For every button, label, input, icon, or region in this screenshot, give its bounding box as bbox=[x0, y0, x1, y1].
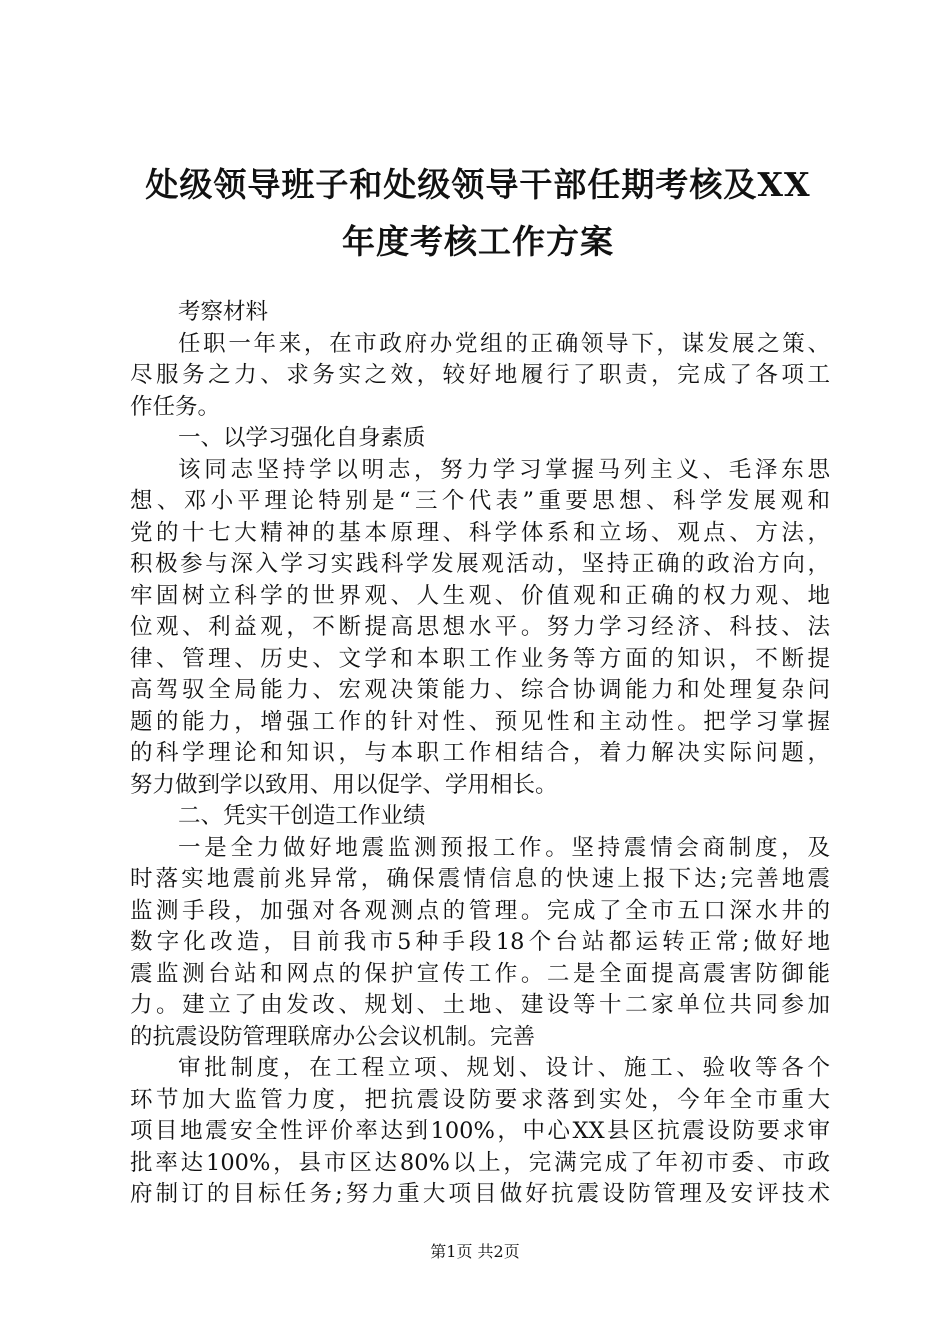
body-line: 震监测台站和网点的保护宣传工作。二是全面提高震害防御能 bbox=[130, 960, 830, 987]
document-body bbox=[130, 297, 830, 1211]
body-line: 该同志坚持学以明志，努力学习掌握马列主义、毛泽东思 bbox=[178, 456, 830, 483]
body-line: 任职一年来，在市政府办党组的正确领导下，谋发展之策、 bbox=[178, 330, 830, 357]
body-line: 的科学理论和知识，与本职工作相结合，着力解决实际问题， bbox=[130, 740, 830, 766]
section-heading: 一、以学习强化自身素质 bbox=[178, 425, 426, 451]
section-heading: 二、凭实干创造工作业绩 bbox=[178, 803, 426, 829]
body-line: 数字化改造，目前我市5种手段18个台站都运转正常;做好地 bbox=[130, 929, 830, 955]
body-line: 批率达100%，县市区达80%以上，完满完成了年初市委、市政 bbox=[130, 1149, 830, 1176]
body-line: 考察材料 bbox=[178, 299, 269, 325]
body-line: 力。建立了由发改、规划、土地、建设等十二家单位共同参加 bbox=[130, 992, 830, 1018]
body-line: 位观、利益观，不断提高思想水平。努力学习经济、科技、法 bbox=[130, 614, 830, 640]
body-line: 牢固树立科学的世界观、人生观、价值观和正确的权力观、地 bbox=[130, 582, 830, 609]
body-line: 积极参与深入学习实践科学发展观活动，坚持正确的政治方向， bbox=[130, 551, 830, 577]
document-title-line-2: 年度考核工作方案 bbox=[342, 222, 614, 261]
body-line: 题的能力，增强工作的针对性、预见性和主动性。把学习掌握 bbox=[130, 708, 830, 735]
body-line: 努力做到学以致用、用以促学、学用相长。 bbox=[130, 771, 558, 798]
body-line: 党的十七大精神的基本原理、科学体系和立场、观点、方法， bbox=[130, 519, 830, 546]
body-line: 府制订的目标任务;努力重大项目做好抗震设防管理及安评技术 bbox=[130, 1181, 830, 1207]
body-line: 尽服务之力、求务实之效，较好地履行了职责，完成了各项工 bbox=[130, 362, 830, 388]
body-line: 项目地震安全性评价率达到100%，中心XX县区抗震设防要求审 bbox=[130, 1118, 830, 1144]
body-line: 高驾驭全局能力、宏观决策能力、综合协调能力和处理复杂问 bbox=[130, 677, 830, 703]
body-line: 作任务。 bbox=[130, 393, 221, 420]
body-line: 的抗震设防管理联席办公会议机制。完善 bbox=[130, 1023, 536, 1050]
page-footer: 第1页 共2页 bbox=[430, 1242, 520, 1261]
body-line: 监测手段，加强对各观测点的管理。完成了全市五口深水井的 bbox=[130, 897, 830, 924]
body-line: 环节加大监管力度，把抗震设防要求落到实处，今年全市重大 bbox=[130, 1086, 830, 1113]
body-line: 律、管理、历史、文学和本职工作业务等方面的知识，不断提 bbox=[130, 645, 830, 672]
body-line: 想、邓小平理论特别是“三个代表”重要思想、科学发展观和 bbox=[130, 488, 830, 514]
body-line: 一是全力做好地震监测预报工作。坚持震情会商制度，及 bbox=[178, 834, 830, 861]
body-line: 时落实地震前兆异常，确保震情信息的快速上报下达;完善地震 bbox=[130, 866, 830, 892]
document-title-line-1: 处级领导班子和处级领导干部任期考核及XX bbox=[145, 165, 811, 204]
body-line: 审批制度，在工程立项、规划、设计、施工、验收等各个 bbox=[178, 1055, 830, 1081]
